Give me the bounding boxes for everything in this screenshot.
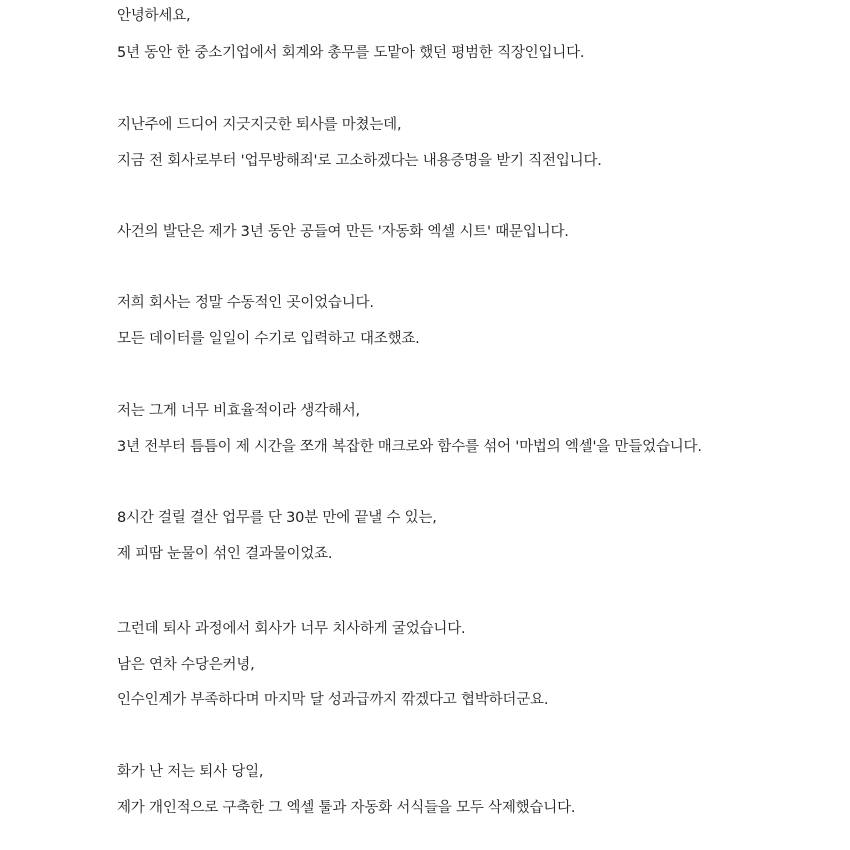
- text-line: 지난주에 드디어 지긋지긋한 퇴사를 마쳤는데,: [117, 117, 402, 133]
- text-line: 사건의 발단은 제가 3년 동안 공들여 만든 '자동화 엑셀 시트' 때문입니다.: [117, 224, 569, 240]
- text-line: 화가 난 저는 퇴사 당일,: [117, 764, 264, 780]
- text-line: 인수인계가 부족하다며 마지막 달 성과급까지 깎겠다고 협박하더군요.: [117, 692, 549, 708]
- text-line: 3년 전부터 틈틈이 제 시간을 쪼개 복잡한 매크로와 함수를 섞어 '마법의 엑셀'을 만들었습니다.: [117, 439, 702, 455]
- text-line: 저희 회사는 정말 수동적인 곳이었습니다.: [117, 295, 374, 311]
- text-line: 5년 동안 한 중소기업에서 회계와 총무를 도맡아 했던 평범한 직장인입니다.: [117, 45, 585, 61]
- text-line: 남은 연차 수당은커녕,: [117, 657, 255, 673]
- text-line: 지금 전 회사로부터 '업무방해죄'로 고소하겠다는 내용증명을 받기 직전입니다.: [117, 153, 602, 169]
- greeting-line: 안녕하세요,: [117, 8, 191, 24]
- text-line: 그런데 퇴사 과정에서 회사가 너무 치사하게 굴었습니다.: [117, 621, 466, 637]
- text-line: 제가 개인적으로 구축한 그 엑셀 툴과 자동화 서식들을 모두 삭제했습니다.: [117, 800, 576, 816]
- text-line: 제 피땀 눈물이 섞인 결과물이었죠.: [117, 546, 333, 562]
- text-line: 모든 데이터를 일일이 수기로 입력하고 대조했죠.: [117, 331, 420, 347]
- text-line: 8시간 걸릴 결산 업무를 단 30분 만에 끝낼 수 있는,: [117, 510, 437, 526]
- text-line: 저는 그게 너무 비효율적이라 생각해서,: [117, 403, 360, 419]
